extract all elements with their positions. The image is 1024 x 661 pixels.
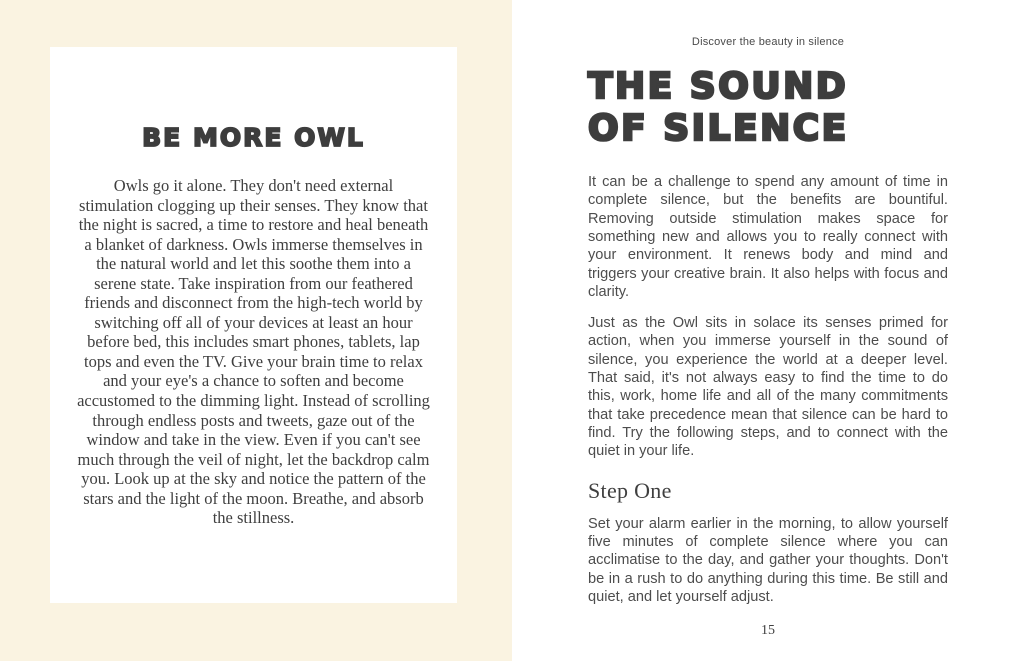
step-one-paragraph: Set your alarm earlier in the morning, to allow yourself five minutes of complete silence where you can acclimatise to the day, and gather your thoughts. Don't be in a rush to do anything during this time. Be still and quiet, and let yourself adjust. [588, 515, 948, 605]
right-page [512, 0, 1024, 661]
card-heading: BE MORE OWL [142, 123, 365, 152]
running-head: Discover the beauty in silence [691, 36, 845, 48]
step-one-heading: Step One [588, 477, 672, 503]
paragraph-1: It can be a challenge to spend any amount of time in complete silence, but the benefits are bountiful. Removing outside stimulation makes space for something new and allows you to really connect with your environment. It renews body and mind and triggers your creative brain. It also helps with focus and clarity. [588, 173, 948, 300]
chapter-intro [588, 173, 948, 461]
paragraph-2: Just as the Owl sits in solace its senses primed for action, when you immerse yourself in the sound of silence, you experience the world at a deeper level. That said, it's not always easy to find the time to do this, work, home life and all of the many commitments that take precedence mean that silence can be hard to find. Try the following steps, and to connect with the quiet in your life. [588, 315, 948, 460]
card-body-text: Owls go it alone. They don't need external stimulation clogging up their senses. They know that the night is sacred, a time to restore and heal beneath a blanket of darkness. Owls immerse themselves in the natural world and let this soothe them into a serene state. Take inspiration from our feathered friends and disconnect from the high-tech world by switching off all of your devices at least an hour before bed, this includes smart phones, tablets, lap tops and even the TV. Give your brain time to relax and your eye's a chance to soften and become accustomed to the dimming light. Instead of scrolling through endless posts and tweets, gaze out of the window and take in the view. Even if you can't see much through the veil of night, let the backdrop calm you. Look up at the sky and notice the pattern of the stars and the light of the moon. Breathe, and absorb the stillness. [77, 176, 430, 528]
owl-card [50, 47, 457, 603]
chapter-title-line2: OF SILENCE [588, 108, 849, 150]
chapter-title [588, 66, 948, 151]
page-number: 15 [761, 623, 775, 638]
chapter-title-line1: THE SOUND [588, 66, 849, 107]
